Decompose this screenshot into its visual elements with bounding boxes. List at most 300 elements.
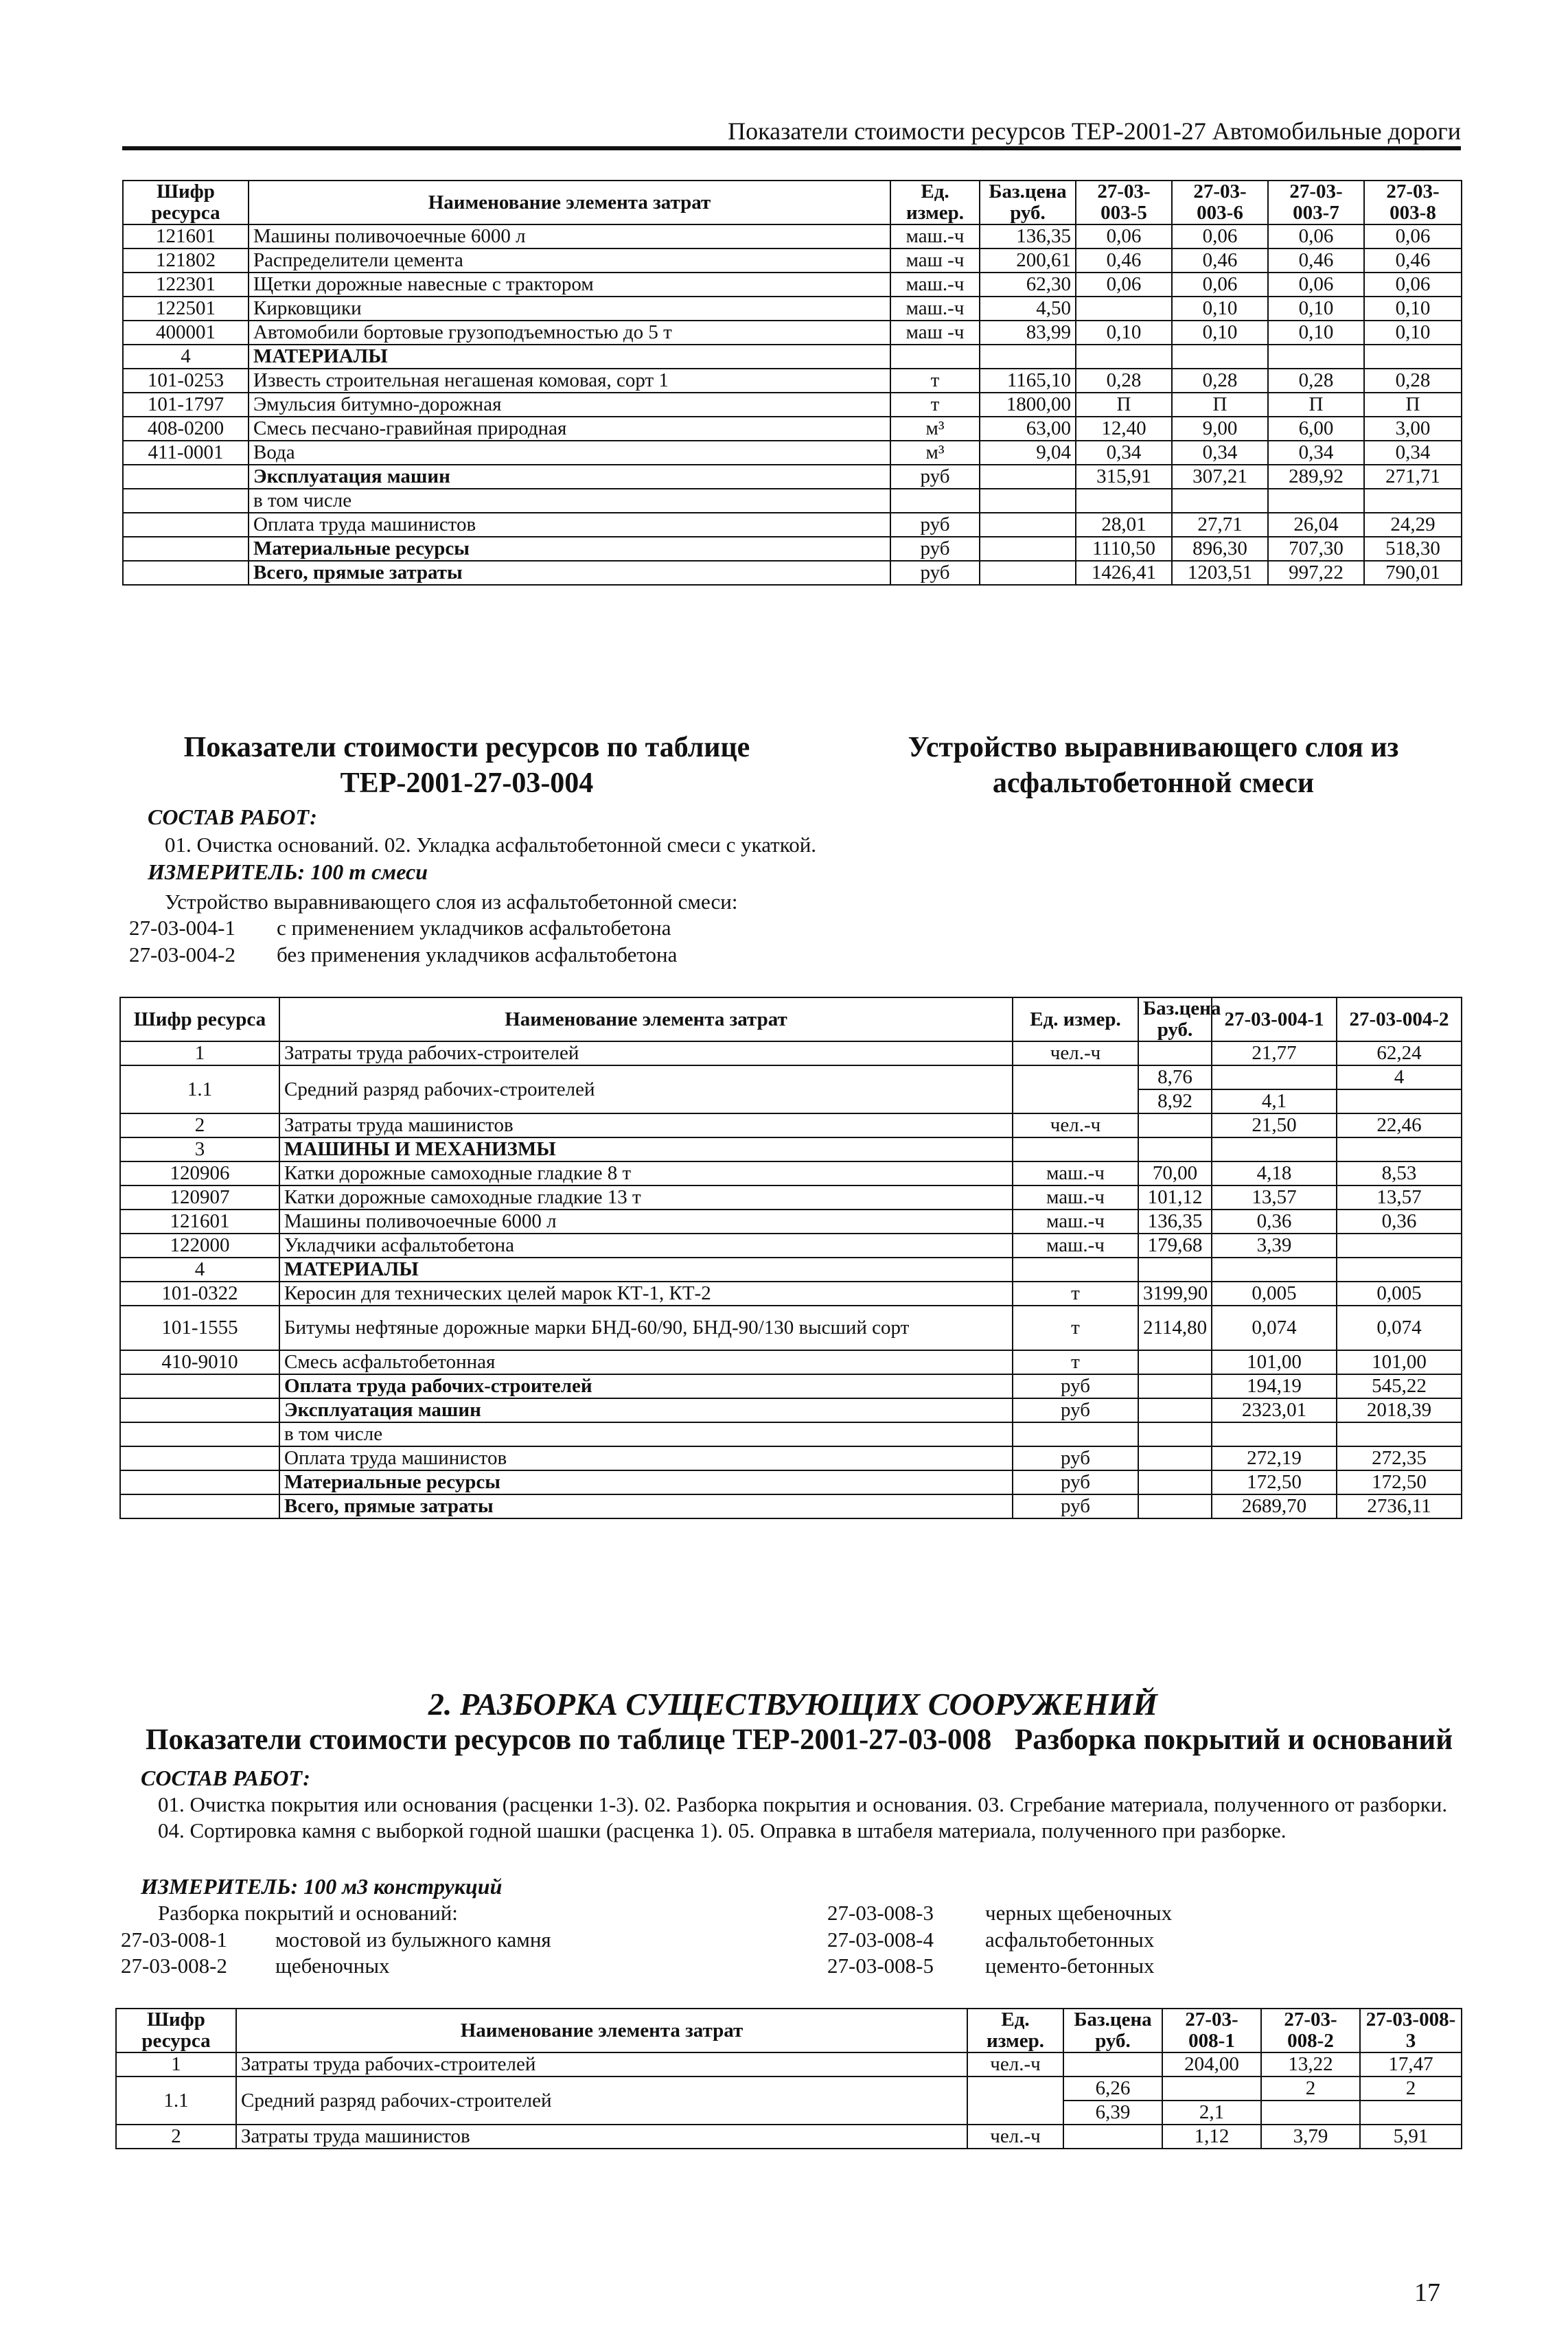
table-cell: Щетки дорожные навесные с трактором — [249, 273, 890, 297]
table-cell: 0,06 — [1076, 273, 1172, 297]
table-cell: П — [1172, 393, 1268, 417]
table-cell — [1138, 1350, 1212, 1374]
table-cell: 101,12 — [1138, 1185, 1212, 1210]
table-cell: 0,46 — [1076, 248, 1172, 273]
code-line — [129, 942, 678, 968]
table-row — [120, 1210, 1462, 1234]
table-row — [123, 465, 1462, 489]
table-cell — [1337, 1234, 1462, 1258]
code-desc: без применения укладчиков асфальтобетона — [277, 942, 678, 967]
table-cell: Укладчики асфальтобетона — [279, 1234, 1013, 1258]
table-cell — [1076, 489, 1172, 513]
section-title-left-line1: Показатели стоимости ресурсов по таблице — [183, 732, 750, 763]
table-cell: 136,35 — [1138, 1210, 1212, 1234]
table-cell — [1268, 345, 1364, 369]
table-cell: руб — [1013, 1446, 1138, 1470]
table-row — [120, 1065, 1462, 1089]
table-cell: 9,04 — [980, 441, 1076, 465]
column-header: 27-03-004-1 — [1212, 997, 1337, 1041]
code-desc: мостовой из булыжного камня — [275, 1928, 551, 1952]
meter-label: ИЗМЕРИТЕЛЬ: 100 т смеси — [148, 859, 428, 884]
table-cell: 2018,39 — [1337, 1398, 1462, 1422]
table-cell: 0,34 — [1268, 441, 1364, 465]
table-cell: 1.1 — [120, 1065, 279, 1113]
table-cell: 0,06 — [1172, 273, 1268, 297]
table-cell: Смесь песчано-гравийная природная — [249, 417, 890, 441]
table-row — [120, 1185, 1462, 1210]
table-cell: 400001 — [123, 321, 249, 345]
table-cell: 62,30 — [980, 273, 1076, 297]
table-cell — [980, 561, 1076, 585]
table-row — [123, 489, 1462, 513]
table-row — [120, 1350, 1462, 1374]
work-composition-text: 01. Очистка оснований. 02. Укладка асфальтобетонной смеси с укаткой. — [165, 833, 817, 857]
table-cell: 101-1797 — [123, 393, 249, 417]
section-title-left: Показатели стоимости ресурсов по таблице ТЕР-2001-27-03-008 — [146, 1724, 992, 1756]
table-cell: Катки дорожные самоходные гладкие 13 т — [279, 1185, 1013, 1210]
table-cell: маш.-ч — [1013, 1210, 1138, 1234]
table-row — [120, 1494, 1462, 1518]
code-desc: цементо-бетонных — [985, 1954, 1155, 1978]
table-cell — [1337, 1089, 1462, 1113]
table-cell: 3 — [120, 1137, 279, 1161]
table-cell: 120907 — [120, 1185, 279, 1210]
table-cell: 1800,00 — [980, 393, 1076, 417]
table-cell: Затраты труда машинистов — [279, 1113, 1013, 1137]
code-line — [121, 1953, 390, 1979]
table-cell: 1110,50 — [1076, 537, 1172, 561]
table-cell: маш.-ч — [890, 273, 980, 297]
table-cell — [1138, 1494, 1212, 1518]
table-row — [120, 1041, 1462, 1065]
section-intro: Разборка покрытий и оснований: — [158, 1901, 458, 1925]
table-cell: 1 — [120, 1041, 279, 1065]
table-cell: в том числе — [279, 1422, 1013, 1446]
table-cell: 0,10 — [1364, 321, 1462, 345]
table-cell: Материальные ресурсы — [249, 537, 890, 561]
table-cell: Оплата труда рабочих-строителей — [279, 1374, 1013, 1398]
table-cell: 2689,70 — [1212, 1494, 1337, 1518]
table-cell: чел.-ч — [967, 2052, 1063, 2077]
table-cell — [1364, 489, 1462, 513]
table-cell — [1212, 1137, 1337, 1161]
table-cell: чел.-ч — [1013, 1113, 1138, 1137]
table-cell: 2,1 — [1162, 2101, 1261, 2125]
table-row — [123, 224, 1462, 248]
table-cell: 0,28 — [1076, 369, 1172, 393]
table-cell: 2 — [120, 1113, 279, 1137]
table-cell — [1013, 1258, 1138, 1282]
table-cell — [980, 513, 1076, 537]
column-header: Шифр ресурса — [123, 181, 249, 224]
table-cell: 13,57 — [1212, 1185, 1337, 1210]
table-cell: Катки дорожные самоходные гладкие 8 т — [279, 1161, 1013, 1185]
table-cell: 8,53 — [1337, 1161, 1462, 1185]
table-cell: 121601 — [120, 1210, 279, 1234]
table-cell: 172,50 — [1212, 1470, 1337, 1494]
code-desc: черных щебеночных — [985, 1901, 1173, 1925]
column-header: 27-03-004-2 — [1337, 997, 1462, 1041]
table-cell: 4,1 — [1212, 1089, 1337, 1113]
table-cell: 101-1555 — [120, 1306, 279, 1350]
table-cell: Вода — [249, 441, 890, 465]
table-cell: Машины поливочоечные 6000 л — [249, 224, 890, 248]
table-row — [123, 297, 1462, 321]
table-cell — [1337, 1258, 1462, 1282]
table-cell — [1162, 2077, 1261, 2101]
code-line — [827, 1900, 1173, 1926]
table-row — [120, 1422, 1462, 1446]
table-cell — [1212, 1065, 1337, 1089]
resource-table-003 — [122, 180, 1462, 586]
column-header: 27-03-003-6 — [1172, 181, 1268, 224]
table-cell: 3,39 — [1212, 1234, 1337, 1258]
table-cell: 0,10 — [1268, 321, 1364, 345]
table-cell: 0,36 — [1337, 1210, 1462, 1234]
table-cell — [120, 1398, 279, 1422]
table-cell — [123, 465, 249, 489]
table-cell: 70,00 — [1138, 1161, 1212, 1185]
table-cell: т — [1013, 1350, 1138, 1374]
column-header: 27-03-008-2 — [1261, 2009, 1360, 2052]
table-row — [123, 537, 1462, 561]
table-cell: Эмульсия битумно-дорожная — [249, 393, 890, 417]
table-cell: 21,77 — [1212, 1041, 1337, 1065]
table-cell: 1 — [116, 2052, 236, 2077]
section-title-right-line2: асфальтобетонной смеси — [992, 767, 1315, 799]
table-row — [123, 561, 1462, 585]
table-cell: Автомобили бортовые грузоподъемностью до 5 т — [249, 321, 890, 345]
table-cell: маш -ч — [890, 248, 980, 273]
code-line — [827, 1953, 1155, 1979]
table-cell — [120, 1494, 279, 1518]
table-cell: 21,50 — [1212, 1113, 1337, 1137]
table-cell: 200,61 — [980, 248, 1076, 273]
table-cell — [967, 2077, 1063, 2125]
table-cell: 62,24 — [1337, 1041, 1462, 1065]
table-cell: 0,10 — [1364, 297, 1462, 321]
table-cell: 0,005 — [1337, 1282, 1462, 1306]
table-cell: 408-0200 — [123, 417, 249, 441]
table-cell: 101,00 — [1337, 1350, 1462, 1374]
table-row — [120, 1234, 1462, 1258]
table-cell: 63,00 — [980, 417, 1076, 441]
work-composition-text: 01. Очистка покрытия или основания (расценки 1-3). 02. Разборка покрытия и основания. 03. Сгребание материала, полученного от разборки. 04. Сортировка камня с выборкой годной шашки (расценка 1). 05. Оправка в штабеля материала, полученного при разборке. — [158, 1792, 1448, 1842]
table-cell: 122000 — [120, 1234, 279, 1258]
table-cell: 0,34 — [1364, 441, 1462, 465]
table-cell: руб — [890, 561, 980, 585]
table-row — [123, 441, 1462, 465]
table-cell: 101-0253 — [123, 369, 249, 393]
table-cell: Битумы нефтяные дорожные марки БНД-60/90, БНД-90/130 высший сорт — [279, 1306, 1013, 1350]
table-cell: руб — [890, 465, 980, 489]
table-cell: 0,36 — [1212, 1210, 1337, 1234]
table-row — [120, 1470, 1462, 1494]
table-cell: Известь строительная негашеная комовая, сорт 1 — [249, 369, 890, 393]
table-cell: 83,99 — [980, 321, 1076, 345]
table-cell — [1138, 1041, 1212, 1065]
table-cell: 0,28 — [1172, 369, 1268, 393]
resource-table-004 — [119, 997, 1462, 1519]
table-cell — [123, 537, 249, 561]
page-number: 17 — [1414, 2278, 1440, 2307]
table-cell — [1013, 1065, 1138, 1113]
table-cell — [1364, 345, 1462, 369]
table-cell — [120, 1374, 279, 1398]
table-cell: 518,30 — [1364, 537, 1462, 561]
table-cell: П — [1364, 393, 1462, 417]
running-header: Показатели стоимости ресурсов ТЕР-2001-27 Автомобильные дороги — [728, 117, 1461, 145]
table-cell: 24,29 — [1364, 513, 1462, 537]
table-cell: 3,00 — [1364, 417, 1462, 441]
table-cell — [980, 465, 1076, 489]
table-cell: руб — [890, 513, 980, 537]
table-cell: 122501 — [123, 297, 249, 321]
section-title-left — [124, 730, 810, 801]
table-cell: 121601 — [123, 224, 249, 248]
work-composition-label: СОСТАВ РАБОТ: — [148, 805, 317, 829]
table-cell: МАТЕРИАЛЫ — [279, 1258, 1013, 1282]
table-cell: 0,34 — [1172, 441, 1268, 465]
table-row — [116, 2125, 1462, 2149]
table-cell: т — [1013, 1282, 1138, 1306]
table-cell: маш -ч — [890, 321, 980, 345]
table-cell: Кирковщики — [249, 297, 890, 321]
table-cell: 1203,51 — [1172, 561, 1268, 585]
table-cell: 410-9010 — [120, 1350, 279, 1374]
table-header-row — [120, 997, 1462, 1041]
section-title-left-line2: ТЕР-2001-27-03-004 — [340, 767, 594, 799]
table-cell — [1138, 1470, 1212, 1494]
table-cell: 120906 — [120, 1161, 279, 1185]
table-row — [120, 1446, 1462, 1470]
section-intro: Устройство выравнивающего слоя из асфальтобетонной смеси: — [165, 890, 738, 914]
table-cell — [1063, 2052, 1162, 2077]
table-cell: 1165,10 — [980, 369, 1076, 393]
table-cell: 13,22 — [1261, 2052, 1360, 2077]
table-cell: 545,22 — [1337, 1374, 1462, 1398]
table-cell: м³ — [890, 417, 980, 441]
table-row — [123, 417, 1462, 441]
table-cell: 4 — [120, 1258, 279, 1282]
code: 27-03-004-1 — [129, 916, 235, 940]
table-row — [123, 248, 1462, 273]
column-header: Баз.цена руб. — [1138, 997, 1212, 1041]
table-cell — [1138, 1113, 1212, 1137]
column-header: 27-03-003-7 — [1268, 181, 1364, 224]
table-cell: маш.-ч — [890, 297, 980, 321]
section-title-right-line1: Устройство выравнивающего слоя из — [908, 732, 1399, 763]
table-cell — [980, 537, 1076, 561]
table-row — [123, 369, 1462, 393]
table-cell — [1138, 1446, 1212, 1470]
table-cell: 0,06 — [1076, 224, 1172, 248]
table-cell: 194,19 — [1212, 1374, 1337, 1398]
table-cell: 8,92 — [1138, 1089, 1212, 1113]
table-cell: Материальные ресурсы — [279, 1470, 1013, 1494]
column-header: Наименование элемента затрат — [249, 181, 890, 224]
section-heading: 2. РАЗБОРКА СУЩЕСТВУЮЩИХ СООРУЖЕНИЙ — [428, 1687, 1158, 1722]
table-cell: 122301 — [123, 273, 249, 297]
column-header: Наименование элемента затрат — [236, 2009, 967, 2052]
table-cell — [890, 345, 980, 369]
table-cell: 2114,80 — [1138, 1306, 1212, 1350]
table-cell — [1172, 489, 1268, 513]
column-header: 27-03-008-3 — [1360, 2009, 1462, 2052]
table-cell: Эксплуатация машин — [279, 1398, 1013, 1422]
table-cell: Смесь асфальтобетонная — [279, 1350, 1013, 1374]
table-cell: 997,22 — [1268, 561, 1364, 585]
table-cell: маш.-ч — [1013, 1185, 1138, 1210]
table-body — [120, 1041, 1462, 1518]
work-composition-label: СОСТАВ РАБОТ: — [141, 1766, 310, 1790]
table-cell: 204,00 — [1162, 2052, 1261, 2077]
table-cell: 0,10 — [1268, 297, 1364, 321]
table-cell: 0,074 — [1337, 1306, 1462, 1350]
table-cell — [120, 1422, 279, 1446]
column-header: Ед. измер. — [890, 181, 980, 224]
section-title-right: Разборка покрытий и оснований — [1015, 1724, 1453, 1756]
table-body — [123, 224, 1462, 585]
column-header: Наименование элемента затрат — [279, 997, 1013, 1041]
table-cell: Всего, прямые затраты — [249, 561, 890, 585]
table-cell: руб — [890, 537, 980, 561]
code: 27-03-008-3 — [827, 1901, 934, 1925]
table-row — [120, 1374, 1462, 1398]
table-cell: Средний разряд рабочих-строителей — [236, 2077, 967, 2125]
table-cell: 272,35 — [1337, 1446, 1462, 1470]
table-cell: 307,21 — [1172, 465, 1268, 489]
table-cell: 0,005 — [1212, 1282, 1337, 1306]
table-cell: 28,01 — [1076, 513, 1172, 537]
table-cell: Распределители цемента — [249, 248, 890, 273]
table-cell: 26,04 — [1268, 513, 1364, 537]
table-row — [120, 1306, 1462, 1350]
table-cell: 0,28 — [1364, 369, 1462, 393]
table-cell — [1138, 1258, 1212, 1282]
column-header: Шифр ресурса — [116, 2009, 236, 2052]
table-cell — [1261, 2101, 1360, 2125]
column-header: Баз.цена руб. — [980, 181, 1076, 224]
table-cell: 2736,11 — [1337, 1494, 1462, 1518]
table-cell: 0,46 — [1172, 248, 1268, 273]
table-cell: 0,074 — [1212, 1306, 1337, 1350]
table-cell: руб — [1013, 1374, 1138, 1398]
table-cell: Машины поливочоечные 6000 л — [279, 1210, 1013, 1234]
table-row — [123, 345, 1462, 369]
table-cell: 0,06 — [1268, 224, 1364, 248]
table-cell: 17,47 — [1360, 2052, 1462, 2077]
table-cell: Средний разряд рабочих-строителей — [279, 1065, 1013, 1113]
table-cell: 6,00 — [1268, 417, 1364, 441]
code-line — [121, 1927, 551, 1953]
table-cell: 12,40 — [1076, 417, 1172, 441]
column-header: Ед. измер. — [1013, 997, 1138, 1041]
code: 27-03-004-2 — [129, 942, 235, 967]
table-cell — [1063, 2125, 1162, 2149]
table-cell — [123, 561, 249, 585]
table-cell: 1426,41 — [1076, 561, 1172, 585]
code-desc: щебеночных — [275, 1954, 390, 1978]
table-row — [120, 1161, 1462, 1185]
table-cell: 1.1 — [116, 2077, 236, 2125]
column-header: 27-03-003-5 — [1076, 181, 1172, 224]
table-cell: маш.-ч — [1013, 1161, 1138, 1185]
table-cell — [1212, 1258, 1337, 1282]
table-cell: Затраты труда рабочих-строителей — [236, 2052, 967, 2077]
table-cell: руб — [1013, 1470, 1138, 1494]
table-cell: Оплата труда машинистов — [249, 513, 890, 537]
table-cell — [1268, 489, 1364, 513]
table-cell: 101,00 — [1212, 1350, 1337, 1374]
table-cell: Затраты труда машинистов — [236, 2125, 967, 2149]
table-cell: 101-0322 — [120, 1282, 279, 1306]
table-cell — [1013, 1422, 1138, 1446]
table-cell: 22,46 — [1337, 1113, 1462, 1137]
table-cell: руб — [1013, 1494, 1138, 1518]
table-cell — [1076, 297, 1172, 321]
table-cell: Затраты труда рабочих-строителей — [279, 1041, 1013, 1065]
section-title-right — [851, 730, 1455, 801]
table-cell: маш.-ч — [1013, 1234, 1138, 1258]
table-cell: 6,39 — [1063, 2101, 1162, 2125]
table-cell: 9,00 — [1172, 417, 1268, 441]
table-cell — [120, 1446, 279, 1470]
table-row — [120, 1282, 1462, 1306]
table-cell: Эксплуатация машин — [249, 465, 890, 489]
table-cell: 0,06 — [1364, 224, 1462, 248]
table-cell: П — [1076, 393, 1172, 417]
table-row — [123, 513, 1462, 537]
table-cell: 411-0001 — [123, 441, 249, 465]
table-cell: 6,26 — [1063, 2077, 1162, 2101]
table-cell — [1172, 345, 1268, 369]
column-header: Ед. измер. — [967, 2009, 1063, 2052]
table-cell: 2323,01 — [1212, 1398, 1337, 1422]
table-cell — [1360, 2101, 1462, 2125]
table-cell: 3199,90 — [1138, 1282, 1212, 1306]
code-desc: асфальтобетонных — [985, 1928, 1155, 1952]
table-cell — [1337, 1137, 1462, 1161]
table-cell: 0,10 — [1172, 321, 1268, 345]
table-row — [116, 2077, 1462, 2101]
table-cell: 896,30 — [1172, 537, 1268, 561]
table-cell: 2 — [1261, 2077, 1360, 2101]
table-cell — [1138, 1374, 1212, 1398]
code-desc: с применением укладчиков асфальтобетона — [277, 916, 671, 940]
table-cell — [1013, 1137, 1138, 1161]
column-header: 27-03-003-8 — [1364, 181, 1462, 224]
column-header: Баз.цена руб. — [1063, 2009, 1162, 2052]
table-cell — [1138, 1137, 1212, 1161]
table-cell: 8,76 — [1138, 1065, 1212, 1089]
table-row — [120, 1258, 1462, 1282]
table-cell — [980, 345, 1076, 369]
table-cell: 13,57 — [1337, 1185, 1462, 1210]
table-cell: 4,50 — [980, 297, 1076, 321]
table-cell: т — [890, 369, 980, 393]
table-cell — [980, 489, 1076, 513]
table-cell: 0,10 — [1076, 321, 1172, 345]
resource-table-008 — [115, 2008, 1462, 2149]
table-cell: м³ — [890, 441, 980, 465]
code-line — [129, 915, 671, 941]
table-cell: 0,06 — [1364, 273, 1462, 297]
table-cell: П — [1268, 393, 1364, 417]
table-cell: 2 — [1360, 2077, 1462, 2101]
table-row — [123, 273, 1462, 297]
table-row — [123, 393, 1462, 417]
